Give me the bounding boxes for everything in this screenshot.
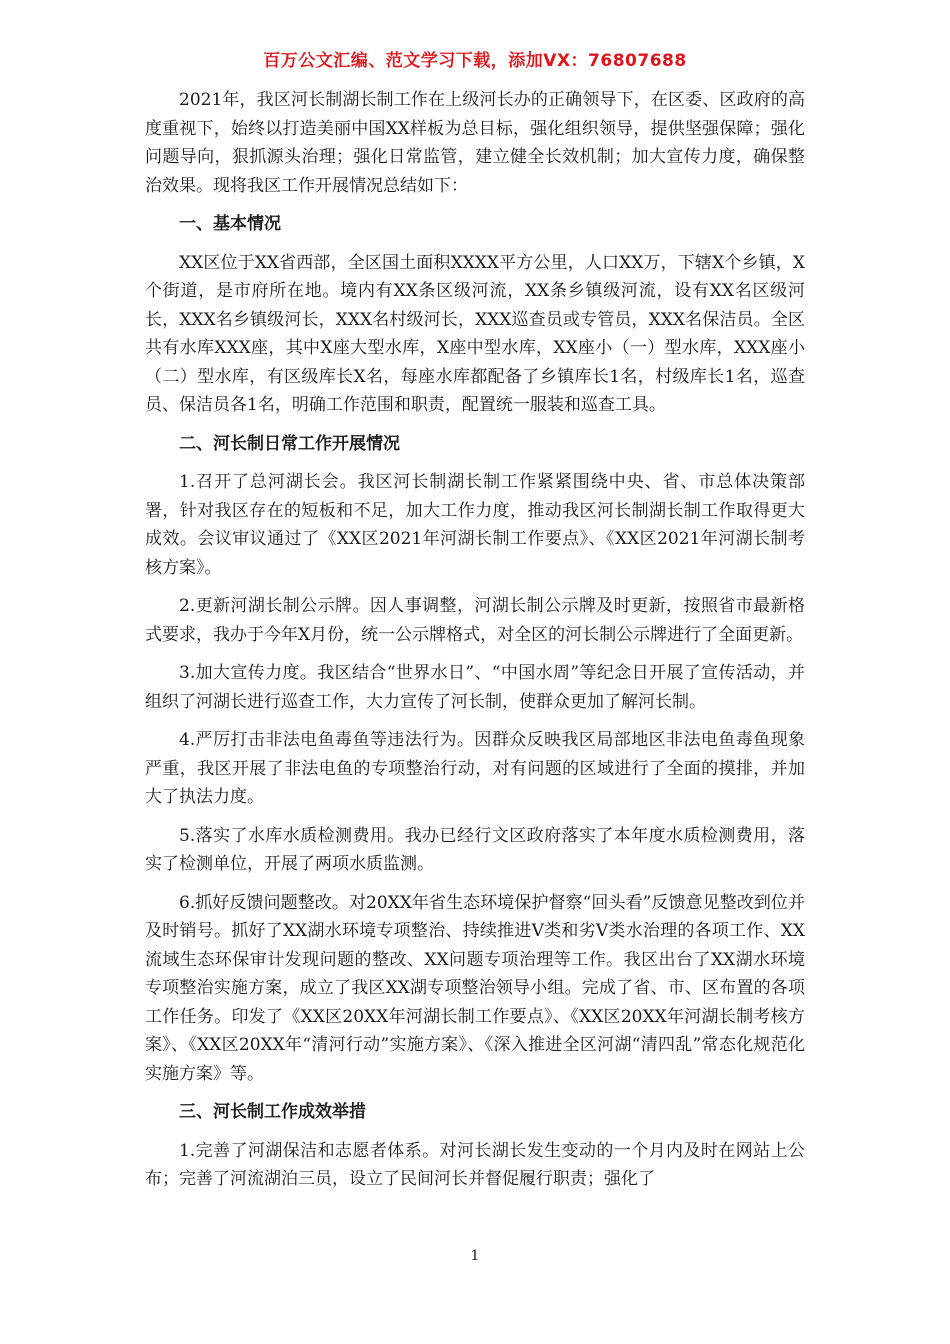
intro-paragraph: 2021年，我区河长制湖长制工作在上级河长办的正确领导下，在区委、区政府的高度重视下，始终以打造美丽中国XX样板为总目标，强化组织领导，提供坚强保障；强化问题导向，狠抓源头治理；强化日常监管，建立健全长效机制；加大宣传力度，确保整治效果。现将我区工作开展情况总结如下： bbox=[145, 90, 805, 196]
basic-situation-paragraph: XX区位于XX省西部，全区国土面积XXXX平方公里，人口XX万，下辖X个乡镇，X个街道，是市府所在地。境内有XX条区级河流，XX条乡镇级河流，设有XX名区级河长，XXX名乡镇级河长，XXX名村级河长，XXX巡查员或专管员，XXX名保洁员。全区共有水库XXX座，其中X座大型水库，X座中型水库，XX座小（一）型水库，XXX座小（二）型水库，有区级库长X名，每座水库都配备了乡镇库长1名，村级库长1名，巡查员、保洁员各1名，明确工作范围和职责，配置统一服装和巡查工具。 bbox=[145, 252, 805, 415]
section-heading-basic: 一、基本情况 bbox=[179, 214, 281, 234]
measures-item: 1.完善了河湖保洁和志愿者体系。对河长湖长发生变动的一个月内及时在网站上公布；完善了河流湖泊三员，设立了民间河长并督促履行职责；强化了 bbox=[145, 1140, 805, 1189]
section-heading-measures: 三、河长制工作成效举措 bbox=[179, 1102, 366, 1122]
section-heading-daily-work: 二、河长制日常工作开展情况 bbox=[179, 433, 400, 454]
document-body bbox=[145, 86, 805, 1204]
page-number: 1 bbox=[470, 1248, 480, 1264]
daily-work-item: 5.落实了水库水质检测费用。我办已经行文区政府落实了本年度水质检测费用，落实了检测单位，开展了两项水质监测。 bbox=[145, 825, 805, 874]
daily-work-item: 4.严厉打击非法电鱼毒鱼等违法行为。因群众反映我区局部地区非法电鱼毒鱼现象严重，我区开展了非法电鱼的专项整治行动，对有问题的区域进行了全面的摸排，并加大了执法力度。 bbox=[145, 730, 805, 807]
daily-work-item: 2.更新河湖长制公示牌。因人事调整，河湖长制公示牌及时更新，按照省市最新格式要求，我办于今年X月份，统一公示牌格式，对全区的河长制公示牌进行了全面更新。 bbox=[145, 596, 805, 645]
daily-work-item: 1.召开了总河湖长会。我区河长制湖长制工作紧紧围绕中央、省、市总体决策部署，针对我区存在的短板和不足，加大工作力度，推动我区河长制湖长制工作取得更大成效。会议审议通过了《XX区2021年河湖长制工作要点》、《XX区2021年河湖长制考核方案》。 bbox=[145, 472, 805, 578]
daily-work-item: 3.加大宣传力度。我区结合“世界水日”、“中国水周”等纪念日开展了宣传活动，并组织了河湖长进行巡查工作，大力宣传了河长制，使群众更加了解河长制。 bbox=[145, 663, 805, 712]
header-banner: 百万公文汇编、范文学习下载，添加VX：76807688 bbox=[263, 51, 687, 71]
daily-work-item: 6.抓好反馈问题整改。对20XX年省生态环境保护督察“回头看”反馈意见整改到位并及时销号。抓好了XX湖水环境专项整治、持续推进Ⅴ类和劣Ⅴ类水治理的各项工作、XX流域生态环保审计发现问题的整改、XX问题专项治理等工作。我区出台了XX湖水环境专项整治实施方案，成立了我区XX湖专项整治领导小组。完成了省、市、区布置的各项工作任务。印发了《XX区20XX年河湖长制工作要点》、《XX区20XX年河湖长制考核方案》、《XX区20XX年“清河行动”实施方案》、《深入推进全区河湖“清四乱”常态化规范化实施方案》等。 bbox=[145, 892, 805, 1084]
